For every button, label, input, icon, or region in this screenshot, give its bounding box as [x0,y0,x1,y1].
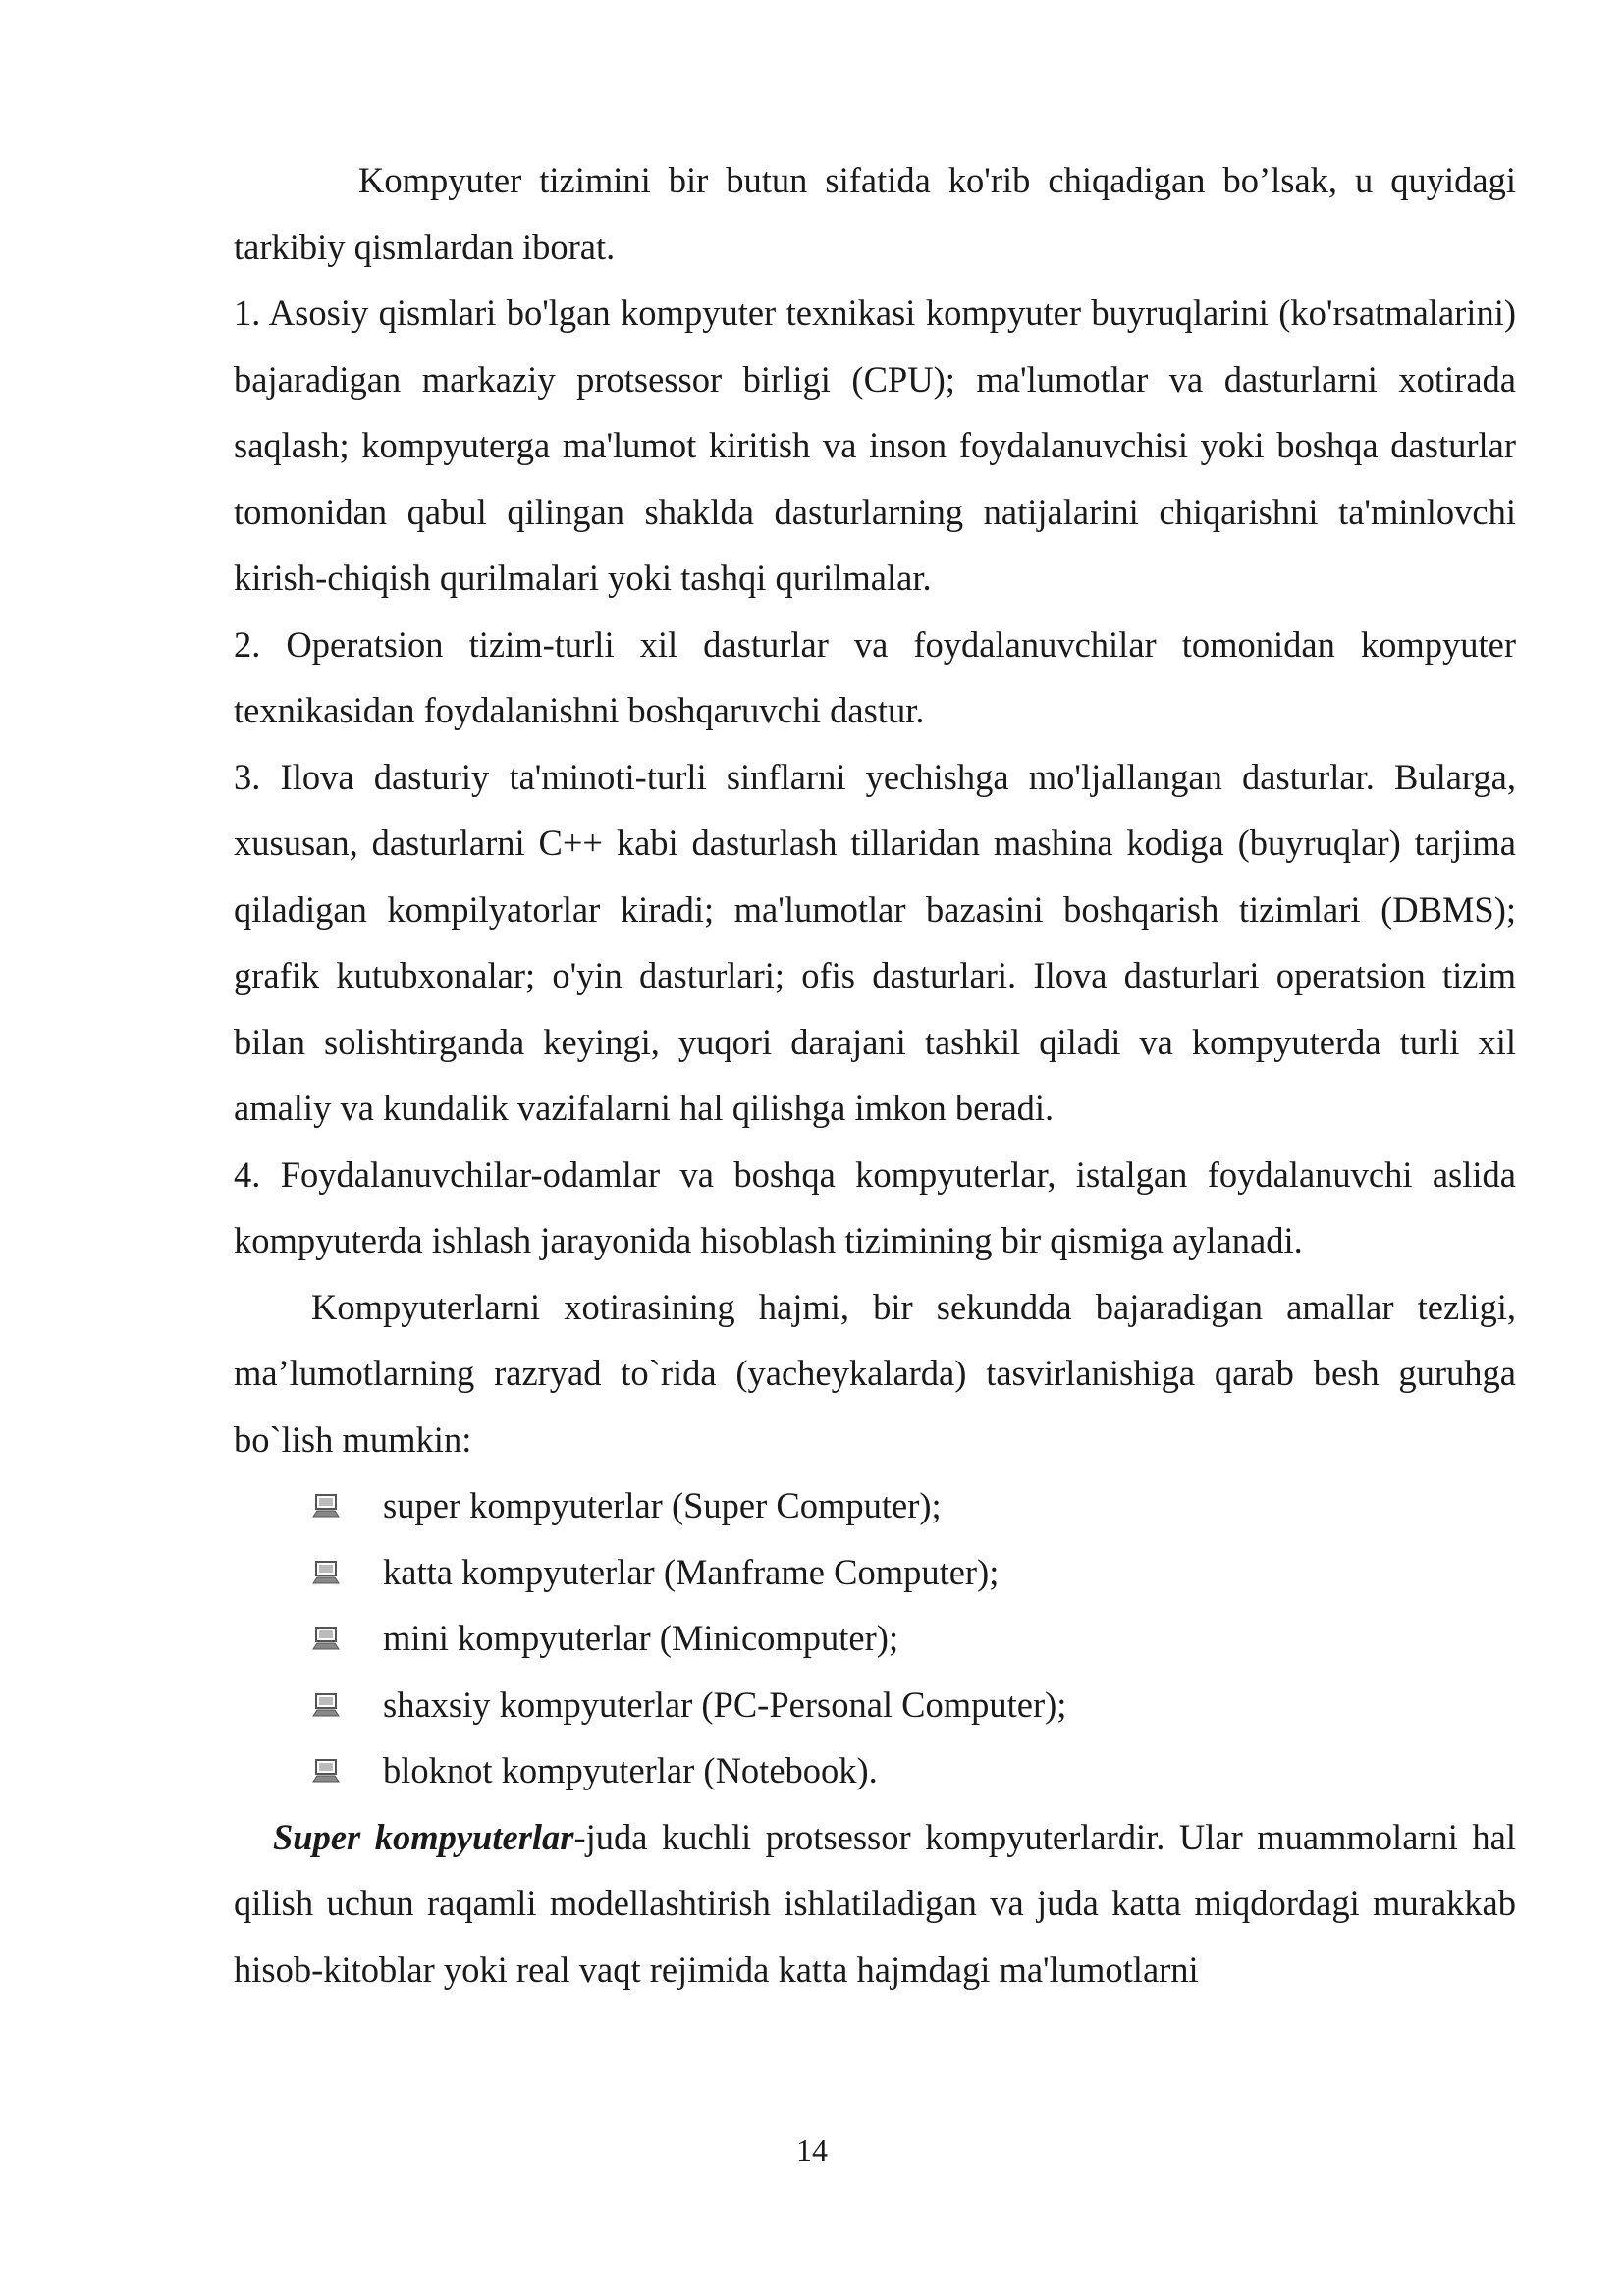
computer-icon [312,1626,340,1651]
list-item-1: 1. Asosiy qismlari bo'lgan kompyuter texnikasi kompyuter buyruqlarini (ko'rsatmalarini) bajaradigan markaziy protsessor birligi (CPU); ma'lumotlar va dasturlarni xotirada saqlash; kompyuterga ma'lumot kiritish va inson foydalanuvchisi yoki boshqa dasturlar tomonidan qabul qilingan shaklda dasturlarning natijalarini chiqarishni ta'minlovchi kirish-chiqish qurilmalari yoki tashqi qurilmalar. [234,293,1516,598]
computer-icon [312,1493,340,1519]
bullet-text: bloknot kompyuterlar (Notebook). [383,1750,878,1790]
bullet-item-mini [234,1605,1516,1672]
computer-icon [312,1758,340,1784]
bullet-text: mini kompyuterlar (Minicomputer); [383,1618,899,1658]
document-page [234,147,1516,2002]
computer-icon [312,1560,340,1585]
bullet-item-mainframe [234,1539,1516,1606]
list-item-2: 2. Operatsion tizim-turli xil dasturlar va foydalanuvchilar tomonidan kompyuter texnikasidan foydalanishni boshqaruvchi dastur. [234,623,1516,730]
bullet-text: super kompyuterlar (Super Computer); [383,1485,942,1525]
super-computer-paragraph [234,1804,1516,2003]
intro-paragraph: Kompyuter tizimini bir butun sifatida ko'rib chiqadigan bo’lsak, u quyidagi tarkibiy qismlardan iborat. [234,160,1516,267]
bullet-item-personal [234,1672,1516,1738]
super-computer-term: Super kompyuterlar [273,1816,574,1857]
classification-paragraph: Kompyuterlarni xotirasining hajmi, bir sekundda bajaradigan amallar tezligi, ma’lumotlarning razryad to`rida (yacheykalarda) tasvirlanishiga qarab besh guruhga bo`lish mumkin: [234,1286,1516,1460]
bullet-item-super [234,1472,1516,1539]
page-number: 14 [796,2132,828,2167]
list-item-4: 4. Foydalanuvchilar-odamlar va boshqa kompyuterlar, istalgan foydalanuvchi aslida kompyuterda ishlash jarayonida hisoblash tizimining bir qismiga aylanadi. [234,1153,1516,1260]
computer-icon [312,1692,340,1718]
list-item-3: 3. Ilova dasturiy ta'minoti-turli sinflarni yechishga mo'ljallangan dasturlar. Bularga, xususan, dasturlarni C++ kabi dasturlash tillaridan mashina kodiga (buyruqlar) tarjima qiladigan kompilyatorlar kiradi; ma'lumotlar bazasini boshqarish tizimlari (DBMS); grafik kutubxonalar; o'yin dasturlari; ofis dasturlari. Ilova dasturlari operatsion tizim bilan solishtirganda keyingi, yuqori darajani tashkil qiladi va kompyuterda turli xil amaliy va kundalik vazifalarni hal qilishga imkon beradi. [234,756,1516,1128]
bullet-text: shaxsiy kompyuterlar (PC-Personal Computer); [383,1683,1067,1725]
bullet-item-notebook [234,1737,1516,1804]
computer-type-list [234,1472,1516,1804]
bullet-text: katta kompyuterlar (Manframe Computer); [383,1551,1000,1592]
super-computer-text: -juda kuchli protsessor kompyuterlardir. Ular muammolarni hal qilish uchun raqamli modellashtirish ishlatiladigan va juda katta miqdordagi murakkab hisob-kitoblar yoki real vaqt rejimida katta hajmdagi ma'lumotlarni [234,1816,1516,1990]
